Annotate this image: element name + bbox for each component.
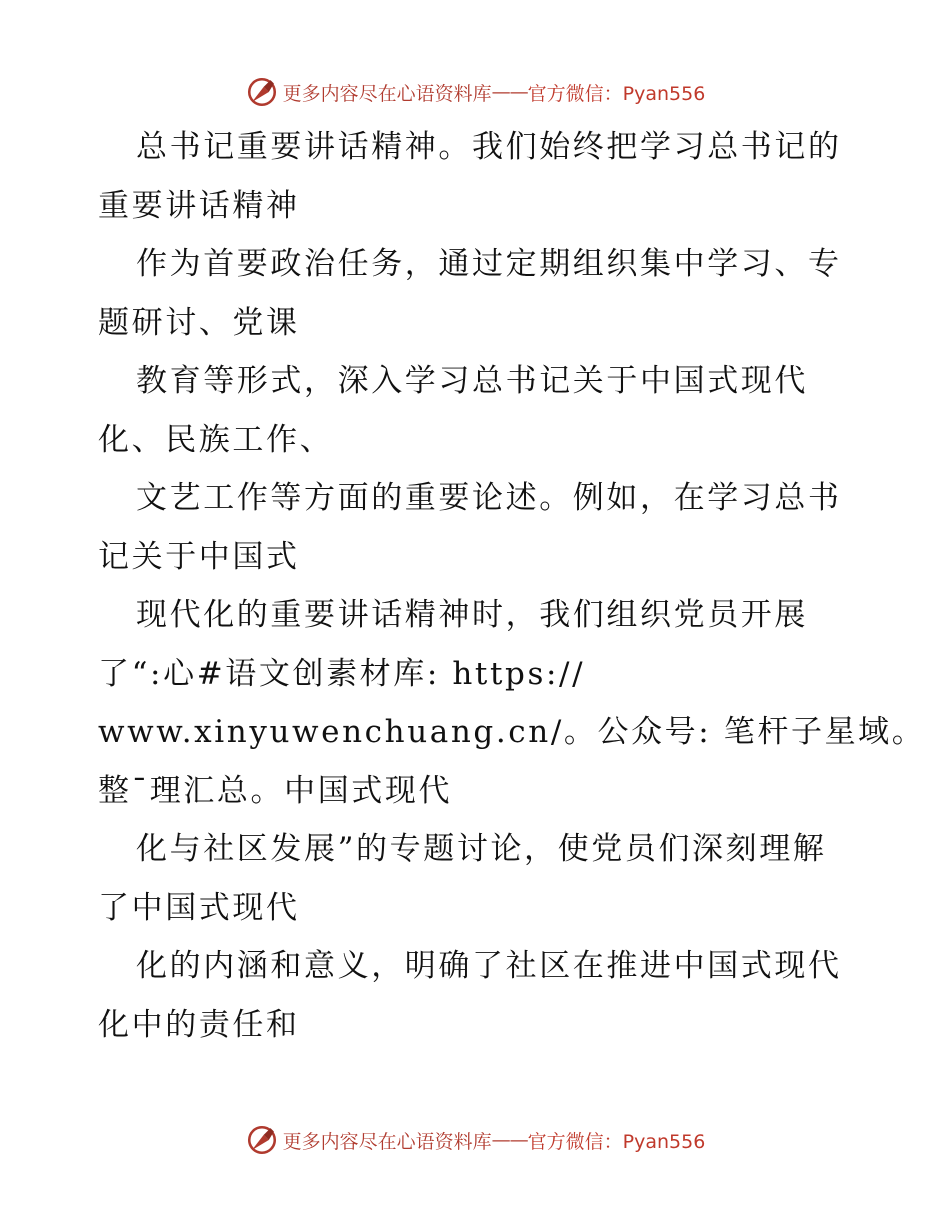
text-line: 文艺工作等方面的重要论述。例如，在学习总书: [136, 480, 842, 516]
document-body: [98, 118, 926, 1054]
banner-separator: ——: [491, 1129, 528, 1151]
text-line: 记关于中国式: [98, 538, 300, 575]
brand-text: 更多内容尽在心语资料库: [282, 1130, 492, 1153]
text-line: www.xinyuwenchuang.cn/。公众号: 笔杆子星域。: [98, 714, 926, 750]
text-line: 化中的责任和: [98, 1006, 300, 1043]
footer-banner: [0, 1120, 950, 1160]
text-line: 了“:心#语文创素材库: https://: [98, 655, 586, 692]
text-line: 重要讲话精神: [98, 187, 300, 224]
text-line: 化的内涵和意义，明确了社区在推进中国式现代: [136, 948, 842, 984]
text-line: 化、民族工作、: [98, 421, 334, 458]
text-line: 总书记重要讲话精神。我们始终把学习总书记的: [136, 129, 842, 165]
text-line: 了中国式现代: [98, 889, 300, 926]
brand-text: 更多内容尽在心语资料库: [282, 82, 492, 105]
banner-separator: ——: [491, 81, 528, 103]
text-line: 教育等形式，深入学习总书记关于中国式现代: [136, 363, 808, 399]
wechat-text: 官方微信：Pyan556: [527, 82, 706, 105]
wechat-text: 官方微信：Pyan556: [527, 1130, 706, 1153]
text-line: 作为首要政治任务，通过定期组织集中学习、专: [136, 246, 842, 282]
text-line: 化与社区发展”的专题讨论，使党员们深刻理解: [136, 831, 827, 867]
text-line: 现代化的重要讲话精神时，我们组织党员开展: [136, 597, 808, 633]
text-line: 整¯理汇总。中国式现代: [98, 772, 453, 809]
pen-nib-circle-icon: [245, 75, 279, 109]
pen-nib-circle-icon: [245, 1123, 279, 1157]
text-line: 题研讨、党课: [98, 304, 300, 341]
header-banner: [0, 72, 950, 112]
